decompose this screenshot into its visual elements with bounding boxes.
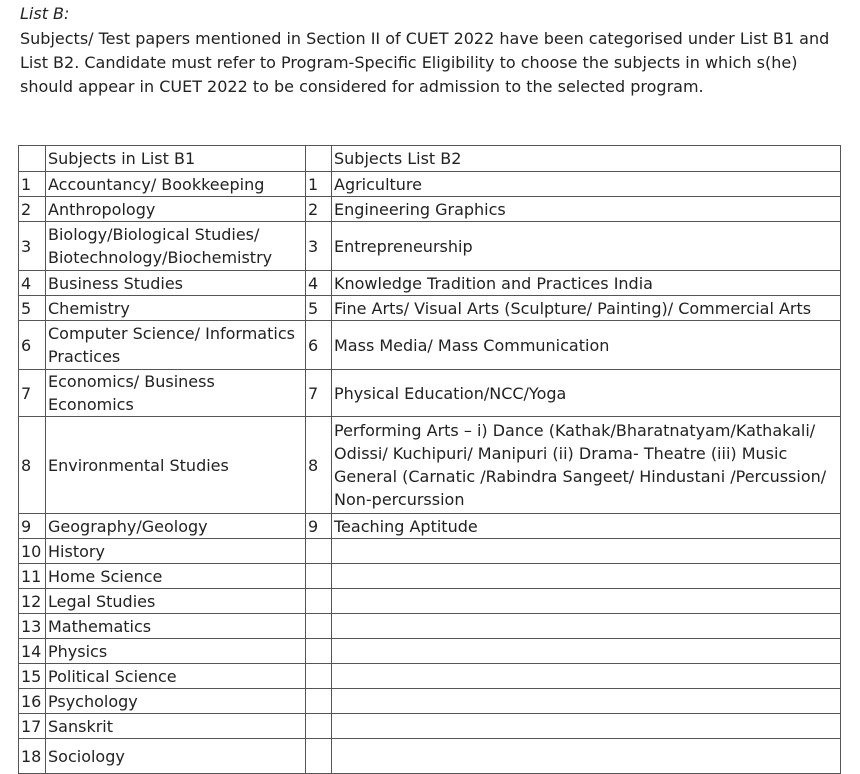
- subject-b1: Chemistry: [46, 296, 306, 321]
- subject-b1: Sociology: [46, 739, 306, 774]
- table-row: [19, 172, 841, 197]
- subject-b1: Geography/Geology: [46, 514, 306, 539]
- table-row: [19, 271, 841, 296]
- subject-b2: Agriculture: [332, 172, 841, 197]
- list-b-heading: List B:: [20, 4, 70, 23]
- table-row: [19, 197, 841, 222]
- row-number-b2: 2: [306, 197, 332, 222]
- header-b2: Subjects List B2: [332, 146, 841, 172]
- row-number-b2: [306, 614, 332, 639]
- subject-b2: Entrepreneurship: [332, 222, 841, 271]
- subject-b2: Fine Arts/ Visual Arts (Sculpture/ Painting)/ Commercial Arts: [332, 296, 841, 321]
- subject-b1: Economics/ Business Economics: [46, 370, 306, 417]
- subject-b2: [332, 664, 841, 689]
- table-row: [19, 614, 841, 639]
- row-number-b1: 13: [19, 614, 46, 639]
- subject-b2: [332, 614, 841, 639]
- row-number-b1: 2: [19, 197, 46, 222]
- row-number-b1: 5: [19, 296, 46, 321]
- subject-b1: Legal Studies: [46, 589, 306, 614]
- table-row: [19, 564, 841, 589]
- subject-b1: Business Studies: [46, 271, 306, 296]
- subject-b2: Knowledge Tradition and Practices India: [332, 271, 841, 296]
- table-row: [19, 739, 841, 774]
- table-row: [19, 664, 841, 689]
- header-num-b2: [306, 146, 332, 172]
- row-number-b2: [306, 739, 332, 774]
- subject-b1: Home Science: [46, 564, 306, 589]
- table-row: [19, 417, 841, 514]
- subject-b2: Performing Arts – i) Dance (Kathak/Bharatnatyam/Kathakali/ Odissi/ Kuchipuri/ Manipuri (ii) Drama- Theatre (iii) Music General (Carnatic /Rabindra Sangeet/ Hindustani /Percussion/ Non-percurssion: [332, 417, 841, 514]
- subject-b2: Engineering Graphics: [332, 197, 841, 222]
- row-number-b1: 18: [19, 739, 46, 774]
- row-number-b2: [306, 689, 332, 714]
- subject-b1: Biology/Biological Studies/ Biotechnology/Biochemistry: [46, 222, 306, 271]
- subject-b2: [332, 589, 841, 614]
- table-row: [19, 639, 841, 664]
- row-number-b1: 4: [19, 271, 46, 296]
- subject-b1: Psychology: [46, 689, 306, 714]
- table-row: [19, 514, 841, 539]
- row-number-b1: 17: [19, 714, 46, 739]
- subject-b2: Teaching Aptitude: [332, 514, 841, 539]
- table-row: [19, 589, 841, 614]
- row-number-b2: 1: [306, 172, 332, 197]
- row-number-b1: 12: [19, 589, 46, 614]
- subject-b1: Accountancy/ Bookkeeping: [46, 172, 306, 197]
- row-number-b2: [306, 714, 332, 739]
- subject-b2: [332, 689, 841, 714]
- row-number-b1: 1: [19, 172, 46, 197]
- row-number-b2: 7: [306, 370, 332, 417]
- table-row: [19, 370, 841, 417]
- row-number-b1: 3: [19, 222, 46, 271]
- subject-b2: [332, 564, 841, 589]
- row-number-b1: 10: [19, 539, 46, 564]
- row-number-b2: 8: [306, 417, 332, 514]
- table-row: [19, 714, 841, 739]
- intro-paragraph: Subjects/ Test papers mentioned in Section II of CUET 2022 have been categorised under List B1 and List B2. Candidate must refer to Program-Specific Eligibility to choose the subjects in which s(he) should appear in CUET 2022 to be considered for admission to the selected program.: [20, 29, 830, 96]
- subject-b1: Anthropology: [46, 197, 306, 222]
- row-number-b1: 14: [19, 639, 46, 664]
- table-row: [19, 689, 841, 714]
- table-row: [19, 296, 841, 321]
- row-number-b1: 6: [19, 321, 46, 370]
- header-b1: Subjects in List B1: [46, 146, 306, 172]
- table-row: [19, 321, 841, 370]
- subjects-table: [18, 145, 841, 774]
- table-header-row: [19, 146, 841, 172]
- row-number-b1: 9: [19, 514, 46, 539]
- subject-b2: [332, 639, 841, 664]
- row-number-b2: 6: [306, 321, 332, 370]
- row-number-b2: 4: [306, 271, 332, 296]
- table-row: [19, 539, 841, 564]
- row-number-b1: 11: [19, 564, 46, 589]
- header-num-b1: [19, 146, 46, 172]
- subject-b1: History: [46, 539, 306, 564]
- row-number-b2: [306, 639, 332, 664]
- row-number-b1: 15: [19, 664, 46, 689]
- row-number-b2: 9: [306, 514, 332, 539]
- row-number-b2: 3: [306, 222, 332, 271]
- subject-b1: Computer Science/ Informatics Practices: [46, 321, 306, 370]
- subject-b2: [332, 714, 841, 739]
- subject-b2: [332, 539, 841, 564]
- row-number-b2: [306, 589, 332, 614]
- subject-b1: Environmental Studies: [46, 417, 306, 514]
- subject-b1: Physics: [46, 639, 306, 664]
- row-number-b2: [306, 564, 332, 589]
- row-number-b1: 16: [19, 689, 46, 714]
- subject-b1: Sanskrit: [46, 714, 306, 739]
- subject-b1: Political Science: [46, 664, 306, 689]
- subject-b1: Mathematics: [46, 614, 306, 639]
- row-number-b1: 8: [19, 417, 46, 514]
- row-number-b2: [306, 664, 332, 689]
- subject-b2: Physical Education/NCC/Yoga: [332, 370, 841, 417]
- table-row: [19, 222, 841, 271]
- row-number-b2: 5: [306, 296, 332, 321]
- row-number-b1: 7: [19, 370, 46, 417]
- subject-b2: [332, 739, 841, 774]
- row-number-b2: [306, 539, 332, 564]
- subject-b2: Mass Media/ Mass Communication: [332, 321, 841, 370]
